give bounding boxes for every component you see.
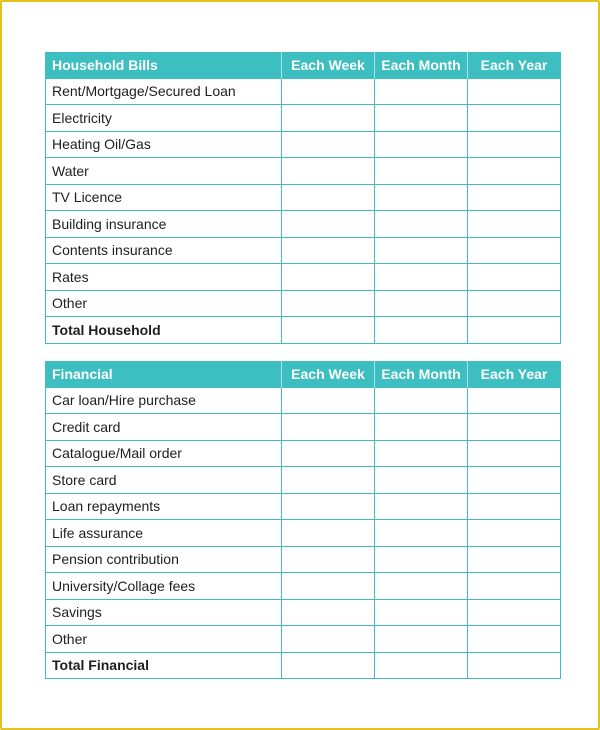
row-label: Store card bbox=[46, 467, 282, 494]
financial-header-title: Financial bbox=[46, 361, 282, 387]
total-household-label: Total Household bbox=[46, 317, 282, 344]
year-cell[interactable] bbox=[468, 414, 561, 441]
total-household-row bbox=[46, 317, 561, 344]
table-row bbox=[46, 78, 561, 105]
table-row bbox=[46, 599, 561, 626]
year-cell[interactable] bbox=[468, 264, 561, 291]
table-row bbox=[46, 626, 561, 653]
week-cell[interactable] bbox=[282, 652, 375, 679]
household-bills-table bbox=[45, 52, 561, 344]
week-cell[interactable] bbox=[282, 184, 375, 211]
row-label: Catalogue/Mail order bbox=[46, 440, 282, 467]
year-cell[interactable] bbox=[468, 467, 561, 494]
year-cell[interactable] bbox=[468, 387, 561, 414]
household-header-title: Household Bills bbox=[46, 52, 282, 78]
household-header-row bbox=[46, 52, 561, 78]
week-cell[interactable] bbox=[282, 414, 375, 441]
row-label: Car loan/Hire purchase bbox=[46, 387, 282, 414]
week-cell[interactable] bbox=[282, 158, 375, 185]
year-cell[interactable] bbox=[468, 440, 561, 467]
year-cell[interactable] bbox=[468, 599, 561, 626]
year-cell[interactable] bbox=[468, 546, 561, 573]
month-cell[interactable] bbox=[375, 414, 468, 441]
month-cell[interactable] bbox=[375, 573, 468, 600]
year-cell[interactable] bbox=[468, 520, 561, 547]
month-cell[interactable] bbox=[375, 237, 468, 264]
week-cell[interactable] bbox=[282, 237, 375, 264]
table-row bbox=[46, 158, 561, 185]
year-cell[interactable] bbox=[468, 78, 561, 105]
year-cell[interactable] bbox=[468, 317, 561, 344]
year-cell[interactable] bbox=[468, 211, 561, 238]
row-label: Rent/Mortgage/Secured Loan bbox=[46, 78, 282, 105]
month-cell[interactable] bbox=[375, 131, 468, 158]
household-header-year: Each Year bbox=[468, 52, 561, 78]
row-label: Building insurance bbox=[46, 211, 282, 238]
table-row bbox=[46, 546, 561, 573]
month-cell[interactable] bbox=[375, 211, 468, 238]
week-cell[interactable] bbox=[282, 520, 375, 547]
year-cell[interactable] bbox=[468, 573, 561, 600]
row-label: Life assurance bbox=[46, 520, 282, 547]
row-label: Credit card bbox=[46, 414, 282, 441]
week-cell[interactable] bbox=[282, 78, 375, 105]
table-row bbox=[46, 387, 561, 414]
table-row bbox=[46, 440, 561, 467]
table-row bbox=[46, 467, 561, 494]
year-cell[interactable] bbox=[468, 493, 561, 520]
table-row bbox=[46, 290, 561, 317]
month-cell[interactable] bbox=[375, 184, 468, 211]
total-financial-label: Total Financial bbox=[46, 652, 282, 679]
month-cell[interactable] bbox=[375, 158, 468, 185]
month-cell[interactable] bbox=[375, 105, 468, 132]
row-label: Other bbox=[46, 626, 282, 653]
table-row bbox=[46, 493, 561, 520]
year-cell[interactable] bbox=[468, 105, 561, 132]
week-cell[interactable] bbox=[282, 493, 375, 520]
table-row bbox=[46, 105, 561, 132]
table-row bbox=[46, 211, 561, 238]
row-label: University/Collage fees bbox=[46, 573, 282, 600]
financial-header-year: Each Year bbox=[468, 361, 561, 387]
week-cell[interactable] bbox=[282, 440, 375, 467]
financial-header-month: Each Month bbox=[375, 361, 468, 387]
year-cell[interactable] bbox=[468, 237, 561, 264]
financial-header-row bbox=[46, 361, 561, 387]
year-cell[interactable] bbox=[468, 158, 561, 185]
row-label: TV Licence bbox=[46, 184, 282, 211]
month-cell[interactable] bbox=[375, 387, 468, 414]
year-cell[interactable] bbox=[468, 290, 561, 317]
row-label: Loan repayments bbox=[46, 493, 282, 520]
week-cell[interactable] bbox=[282, 264, 375, 291]
year-cell[interactable] bbox=[468, 131, 561, 158]
row-label: Savings bbox=[46, 599, 282, 626]
row-label: Electricity bbox=[46, 105, 282, 132]
year-cell[interactable] bbox=[468, 626, 561, 653]
table-row bbox=[46, 520, 561, 547]
year-cell[interactable] bbox=[468, 184, 561, 211]
week-cell[interactable] bbox=[282, 131, 375, 158]
week-cell[interactable] bbox=[282, 105, 375, 132]
total-financial-row bbox=[46, 652, 561, 679]
financial-table bbox=[45, 361, 561, 679]
month-cell[interactable] bbox=[375, 626, 468, 653]
week-cell[interactable] bbox=[282, 467, 375, 494]
month-cell[interactable] bbox=[375, 599, 468, 626]
table-row bbox=[46, 237, 561, 264]
row-label: Water bbox=[46, 158, 282, 185]
table-row bbox=[46, 414, 561, 441]
row-label: Other bbox=[46, 290, 282, 317]
month-cell[interactable] bbox=[375, 78, 468, 105]
month-cell[interactable] bbox=[375, 290, 468, 317]
row-label: Pension contribution bbox=[46, 546, 282, 573]
row-label: Contents insurance bbox=[46, 237, 282, 264]
table-row bbox=[46, 131, 561, 158]
table-row bbox=[46, 264, 561, 291]
week-cell[interactable] bbox=[282, 626, 375, 653]
table-row bbox=[46, 184, 561, 211]
month-cell[interactable] bbox=[375, 264, 468, 291]
week-cell[interactable] bbox=[282, 317, 375, 344]
week-cell[interactable] bbox=[282, 599, 375, 626]
row-label: Heating Oil/Gas bbox=[46, 131, 282, 158]
household-header-month: Each Month bbox=[375, 52, 468, 78]
month-cell[interactable] bbox=[375, 520, 468, 547]
month-cell[interactable] bbox=[375, 440, 468, 467]
row-label: Rates bbox=[46, 264, 282, 291]
week-cell[interactable] bbox=[282, 387, 375, 414]
household-header-week: Each Week bbox=[282, 52, 375, 78]
week-cell[interactable] bbox=[282, 290, 375, 317]
financial-header-week: Each Week bbox=[282, 361, 375, 387]
year-cell[interactable] bbox=[468, 652, 561, 679]
week-cell[interactable] bbox=[282, 546, 375, 573]
table-row bbox=[46, 573, 561, 600]
month-cell[interactable] bbox=[375, 317, 468, 344]
week-cell[interactable] bbox=[282, 211, 375, 238]
month-cell[interactable] bbox=[375, 467, 468, 494]
month-cell[interactable] bbox=[375, 652, 468, 679]
week-cell[interactable] bbox=[282, 573, 375, 600]
month-cell[interactable] bbox=[375, 546, 468, 573]
month-cell[interactable] bbox=[375, 493, 468, 520]
